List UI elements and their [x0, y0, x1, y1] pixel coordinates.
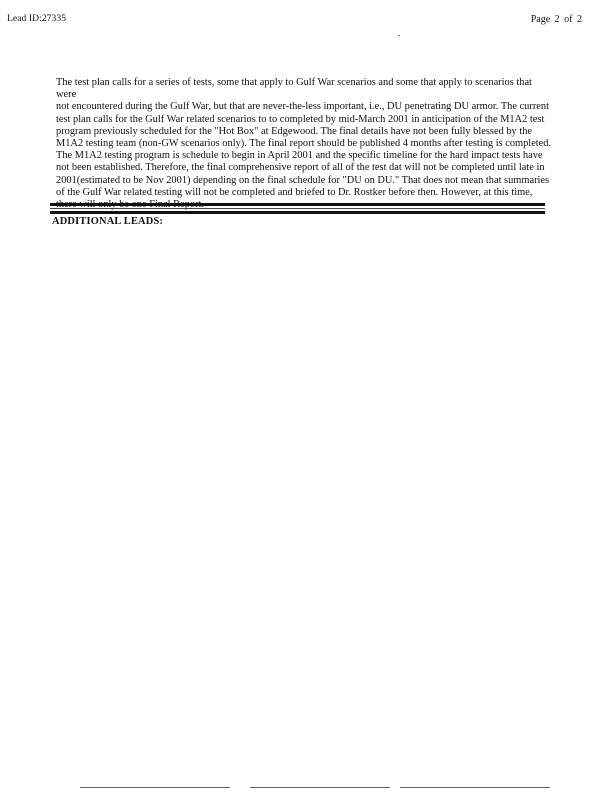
body-paragraph: The test plan calls for a series of tests, some that apply to Gulf War scenarios and some that apply to scenarios that were not encountered during the Gulf War, but that are never-the-less important, i.e., DU penetrating DU armor. The current test plan calls for the Gulf War related scenarios to to completed by mid-March 2001 in anticipation of the M1A2 test program previously scheduled for the "Hot Box" at Edgewood. The final details have not been fully blessed by the M1A2 testing team (non-GW scenarios only). The final report should be published 4 months after testing is completed. The M1A2 testing program is schedule to begin in April 2001 and the specific timeline for the hard impact tests have not been established. Therefore, the final comprehensive report of all of the test dat will not be completed until late in 2001(estimated to be Nov 2001) depending on the final schedule for "DU on DU." That does not mean that summaries of the Gulf War related testing will not be completed and briefed to Dr. Rostker before then. However, at this time,: [56, 77, 552, 198]
section-divider-top: [50, 203, 545, 206]
footer-rule-left: [80, 787, 230, 788]
section-divider-middle: [50, 208, 545, 209]
scan-speck: [398, 35, 400, 36]
footer-rule-middle: [250, 787, 390, 788]
footer-rule-right: [400, 787, 550, 788]
lead-id: Lead ID:27335: [7, 14, 67, 24]
page-number: Page 2 of 2: [530, 14, 582, 25]
additional-leads-heading: ADDITIONAL LEADS:: [52, 216, 164, 227]
section-divider-bottom: [50, 211, 545, 214]
